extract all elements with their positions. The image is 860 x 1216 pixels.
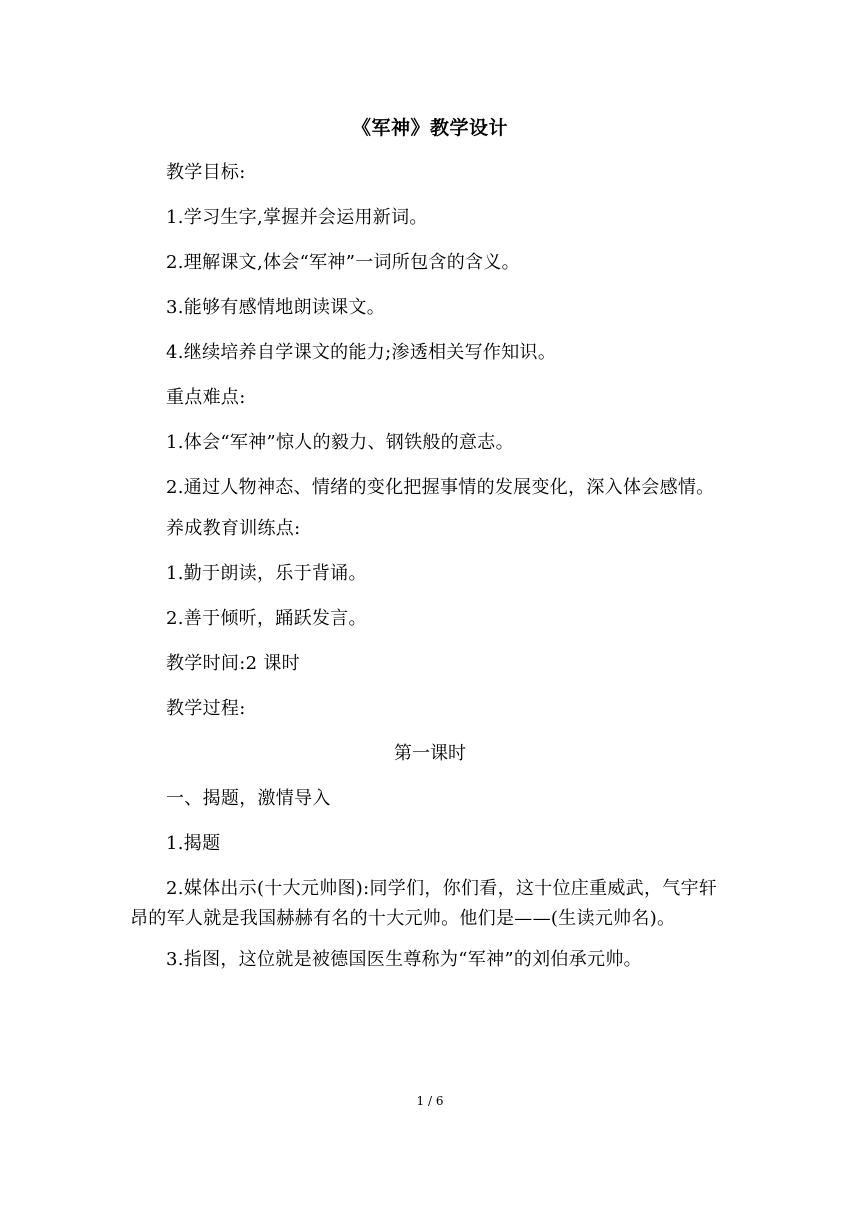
paragraph-keypoint-2: 2.通过人物神态、情绪的变化把握事情的发展变化，深入体会感情。 [166,477,715,498]
paragraph-section-2: 1.揭题 [166,833,221,854]
paragraph-training-1: 1.勤于朗读，乐于背诵。 [166,563,367,584]
paragraph-keypoints-heading: 重点难点: [166,387,246,408]
document-body [130,112,730,990]
paragraph-section-4: 3.指图，这位就是被德国医生尊称为“军神”的刘伯承元帅。 [166,949,642,970]
paragraph-keypoint-1: 1.体会“军神”惊人的毅力、钢铁般的意志。 [166,432,514,453]
paragraph-objective-2: 2.理解课文,体会“军神”一词所包含的含义。 [166,252,520,273]
paragraph-teaching-time: 教学时间:2 课时 [166,653,300,674]
paragraph-objective-1: 1.学习生字,掌握并会运用新词。 [166,207,428,228]
paragraph-section-1: 一、揭题，激情导入 [166,788,331,809]
paragraph-objective-3: 3.能够有感情地朗读课文。 [166,297,386,318]
document-title: 《军神》教学设计 [351,117,508,139]
paragraph-process-heading: 教学过程: [166,698,246,719]
paragraph-section-3: 2.媒体出示(十大元帅图):同学们，你们看，这十位庄重威武，气宇轩昂的军人就是我国赫赫有名的十大元帅。他们是——(生读元帅名)。 [130,878,718,929]
paragraph-training-heading: 养成教育训练点: [166,518,301,539]
paragraph-training-2: 2.善于倾听，踊跃发言。 [166,608,367,629]
paragraph-objective-4: 4.继续培养自学课文的能力;渗透相关写作知识。 [166,342,557,363]
paragraph-objectives-heading: 教学目标: [166,162,246,183]
page-number: 1 / 6 [416,1094,444,1108]
section-heading: 第一课时 [394,743,466,764]
